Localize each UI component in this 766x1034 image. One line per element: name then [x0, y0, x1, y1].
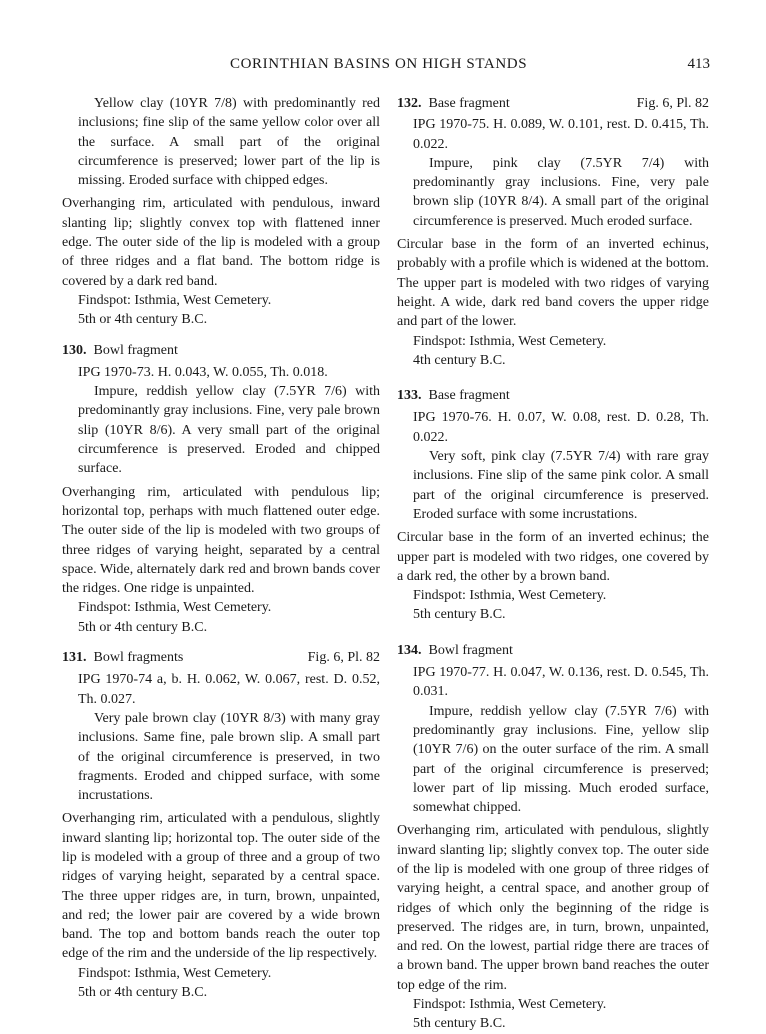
entry-130-id: IPG 1970-73. H. 0.043, W. 0.055, Th. 0.018. [78, 364, 328, 380]
entry-129-description: Yellow clay (10YR 7/8) with predominantly red inclusions; fine slip of the same yellow color over all the surface. A small part of the original circumference is preserved; lower part of the lip is missing. Eroded surface with chipped edges. [78, 96, 380, 189]
left-column [62, 94, 380, 1002]
entry-132-profile: Circular base in the form of an inverted echinus, probably with a profile which is widened at the bottom. The upper part is modeled with two ridges of varying height. A wide, dark red band covers the upper ridge and part of the lower. [397, 237, 709, 330]
entry-131-date: 5th or 4th century B.C. [78, 985, 208, 1001]
entry-132-figure-ref: Fig. 6, Pl. 82 [636, 96, 709, 111]
entry-129-profile: Overhanging rim, articulated with pendulous, inward slanting lip; slightly convex top with flattened inner edge. The outer side of the lip is modeled with a group of three ridges and a flat band. The bottom ridge is covered by a dark red band. [62, 196, 380, 289]
entry-134-profile: Overhanging rim, articulated with pendulous, slightly inward slanting lip; slightly convex top. The outer side of the lip is modeled with one group of three ridges of varying height, a central space, and another group of ridges of which only the beginning of the ridge is preserved. The ridges are, in turn, brown, unpainted, and red. On the lowest, partial ridge there are traces of a brown band. The upper brown band reaches the outer top edge of the rim. [397, 823, 709, 993]
entry-130-description: Impure, reddish yellow clay (7.5YR 7/6) with predominantly gray inclusions. Fine, very pale brown slip (10YR 8/6). A very small part of the original circumference is preserved. Eroded and chipped surface. [78, 384, 380, 477]
entry-132-heading: 132. Base fragment Fig. 6, Pl. 82 [397, 94, 709, 113]
entry-129-date: 5th or 4th century B.C. [78, 312, 208, 328]
entry-131-description: Very pale brown clay (10YR 8/3) with many gray inclusions. Same fine, pale brown slip. A small part of the original circumference is preserved, in two fragments. Eroded and chipped surface, with some incrustations. [78, 710, 380, 804]
entry-133-heading: 133. Base fragment [397, 388, 510, 404]
entry-132-id: IPG 1970-75. H. 0.089, W. 0.101, rest. D. 0.415, Th. 0.022. [413, 117, 709, 152]
entry-134-date: 5th century B.C. [413, 1016, 506, 1032]
entry-133-id: IPG 1970-76. H. 0.07, W. 0.08, rest. D. 0.28, Th. 0.022. [413, 410, 709, 445]
page-number: 413 [687, 56, 710, 72]
entry-131-heading: 131. Bowl fragments Fig. 6, Pl. 82 [62, 648, 380, 667]
running-title: CORINTHIAN BASINS ON HIGH STANDS [230, 56, 528, 72]
entry-131-figure-ref: Fig. 6, Pl. 82 [307, 650, 380, 666]
running-header [230, 56, 710, 78]
entry-133-profile: Circular base in the form of an inverted echinus; the upper part is modeled with two ridges, one covered by a dark red, the other by a brown band. [397, 530, 709, 584]
entry-131-id: IPG 1970-74 a, b. H. 0.062, W. 0.067, rest. D. 0.52, Th. 0.027. [78, 672, 380, 707]
entry-131-profile: Overhanging rim, articulated with a pendulous, slightly inward slanting lip; horizontal top. The outer side of the lip is modeled with a group of three and a group of two ridges of varying height, separated by a central space. The three upper ridges are, in turn, brown, unpainted, and red; the lower pair are covered by a wide brown band. The top and bottom bands reach the outer top edge of the rim and the underside of the lip respectively. [62, 811, 380, 962]
entry-130-date: 5th or 4th century B.C. [78, 619, 208, 635]
entry-133-date: 5th century B.C. [413, 607, 506, 623]
entry-130-profile: Overhanging rim, articulated with pendulous lip; horizontal top, perhaps with much flattened outer edge. The outer side of the lip is modeled with two groups of three ridges of varying height, separated by a central space. Wide, alternately dark red and brown bands cover the ridges. One ridge is unpainted. [62, 484, 380, 597]
entry-134-findspot: Findspot: Isthmia, West Cemetery. [413, 997, 607, 1013]
right-column [397, 94, 709, 1034]
entry-132-findspot: Findspot: Isthmia, West Cemetery. [413, 333, 607, 349]
entry-132-description: Impure, pink clay (7.5YR 7/4) with predominantly gray inclusions. Fine, very pale brown slip (10YR 8/4). A small part of the original circumference is preserved. Much eroded surface. [413, 155, 709, 229]
entry-129-findspot: Findspot: Isthmia, West Cemetery. [78, 292, 272, 308]
entry-132-date: 4th century B.C. [413, 352, 506, 368]
entry-133-description: Very soft, pink clay (7.5YR 7/4) with rare gray inclusions. Fine slip of the same pink color. A small part of the original circumference is preserved. Eroded surface with some incrustations. [413, 449, 709, 522]
entry-134-id: IPG 1970-77. H. 0.047, W. 0.136, rest. D. 0.545, Th. 0.031. [413, 665, 709, 700]
entry-133-findspot: Findspot: Isthmia, West Cemetery. [413, 588, 607, 604]
entry-131-findspot: Findspot: Isthmia, West Cemetery. [78, 965, 272, 981]
entry-130-heading: 130. Bowl fragment [62, 342, 178, 358]
entry-134-heading: 134. Bowl fragment [397, 642, 513, 658]
entry-134-description: Impure, reddish yellow clay (7.5YR 7/6) with predominantly gray inclusions. Fine, yellow slip (10YR 7/6) on the outer surface of the rim. A small part of the original circumference is preserved; lower part of lip missing. Much eroded surface, somewhat chipped. [413, 703, 709, 816]
entry-130-findspot: Findspot: Isthmia, West Cemetery. [78, 600, 272, 616]
